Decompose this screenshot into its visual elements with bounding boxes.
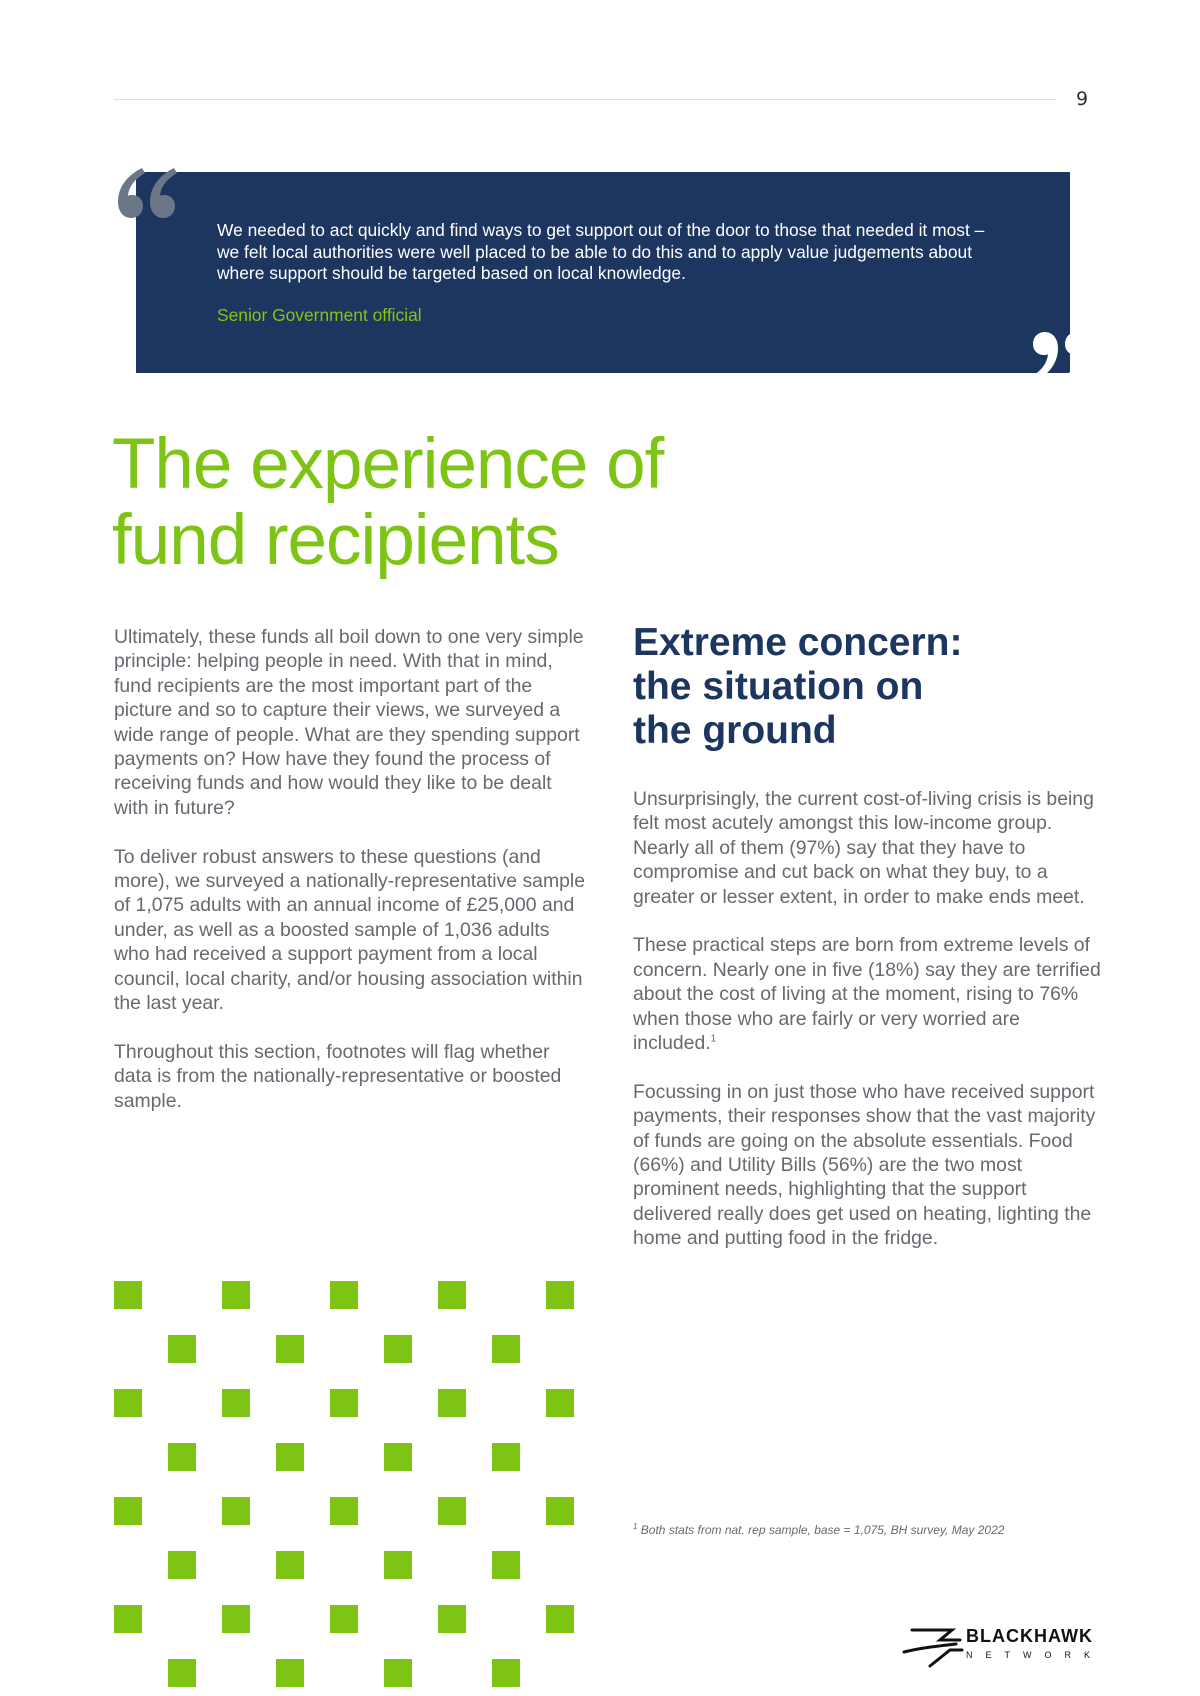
pattern-square [330,1497,358,1525]
pattern-square [276,1551,304,1579]
pattern-square [114,1281,142,1309]
pattern-square [492,1443,520,1471]
pattern-square [546,1605,574,1633]
section-title-line-1: The experience of [112,425,664,504]
pattern-square [276,1335,304,1363]
quote-attribution: Senior Government official [217,305,422,325]
pattern-square [222,1389,250,1417]
pattern-square [168,1335,196,1363]
pattern-square [384,1335,412,1363]
left-paragraph: Throughout this section, footnotes will flag whether data is from the nationally-representative or boosted sample. [114,1040,562,1112]
right-paragraph-text: These practical steps are born from extreme levels of concern. Nearly one in five (18%) say they are terrified about the cost of living at the moment, rising to 76% when those who are fairly or very worried are included. [633,934,1101,1055]
pattern-square [438,1389,466,1417]
pattern-square [114,1389,142,1417]
open-quote-icon [112,162,182,228]
pattern-square [438,1497,466,1525]
subsection-title-line-2: the situation on [633,665,924,708]
pattern-square [492,1551,520,1579]
subsection-title-line-3: the ground [633,709,837,752]
close-quote-icon [1026,322,1096,388]
page-number: 9 [1076,88,1089,110]
subsection-title-line-1: Extreme concern: [633,621,963,664]
pattern-square [276,1659,304,1687]
pattern-square [114,1497,142,1525]
pattern-square [222,1497,250,1525]
logo-subtext: NETWORK [966,1650,1103,1660]
pattern-square [168,1551,196,1579]
quote-text: We needed to act quickly and find ways to get support out of the door to those that needed it most – we felt local authorities were well placed to be able to do this and to apply value judgements about where support should be targeted based on local knowledge. [217,220,985,283]
right-paragraph [633,933,1103,1055]
footnote-number: 1 [633,1522,638,1531]
green-square-pattern [114,1281,584,1696]
pattern-square [168,1659,196,1687]
subsection-title [633,621,1103,753]
right-paragraph: Focussing in on just those who have received support payments, their responses show that the vast majority of funds are going on the absolute essentials. Food (66%) and Utility Bills (56%) are the two most prominent needs, highlighting that the support delivered really does get used on heating, lighting the home and putting food in the fridge. [633,1080,1096,1250]
pattern-square [492,1659,520,1687]
left-paragraph: To deliver robust answers to these questions (and more), we surveyed a nationally-representative sample of 1,075 adults with an annual income of £25,000 and under, as well as a boosted sample of 1,036 adults who had received a support payment from a local council, local charity, and/or housing association within the last year. [114,845,585,1015]
pattern-square [330,1605,358,1633]
right-paragraph: Unsurprisingly, the current cost-of-living crisis is being felt most acutely amongst this low-income group. Nearly all of them (97%) say that they have to compromise and cut back on what they buy, to a greater or lesser extent, in order to make ends meet. [633,788,1094,908]
pattern-square [492,1335,520,1363]
logo-wordmark: BLACKHAWK [966,1626,1093,1646]
left-column [114,625,589,1137]
pattern-square [222,1281,250,1309]
pattern-square [330,1389,358,1417]
pattern-square [384,1551,412,1579]
footnote-text: Both stats from nat. rep sample, base = 1,075, BH survey, May 2022 [640,1523,1005,1537]
pattern-square [168,1443,196,1471]
pattern-square [384,1443,412,1471]
section-title-line-2: fund recipients [112,501,559,580]
section-title [112,427,792,579]
pattern-square [546,1389,574,1417]
pattern-square [222,1605,250,1633]
pattern-square [546,1281,574,1309]
pattern-square [114,1605,142,1633]
header-rule [114,99,1056,100]
right-column [633,787,1103,1275]
pattern-square [438,1281,466,1309]
pattern-square [330,1281,358,1309]
pattern-square [276,1443,304,1471]
left-paragraph: Ultimately, these funds all boil down to one very simple principle: helping people in need. With that in mind, fund recipients are the most important part of the picture and so to capture their views, we surveyed a wide range of people. What are they spending support payments on? How have they found the process of receiving funds and how would they like to be dealt with in future? [114,626,584,819]
pattern-square [384,1659,412,1687]
footnote [633,1522,1004,1537]
footnote-marker: 1 [710,1033,717,1045]
pattern-square [438,1605,466,1633]
pattern-square [546,1497,574,1525]
